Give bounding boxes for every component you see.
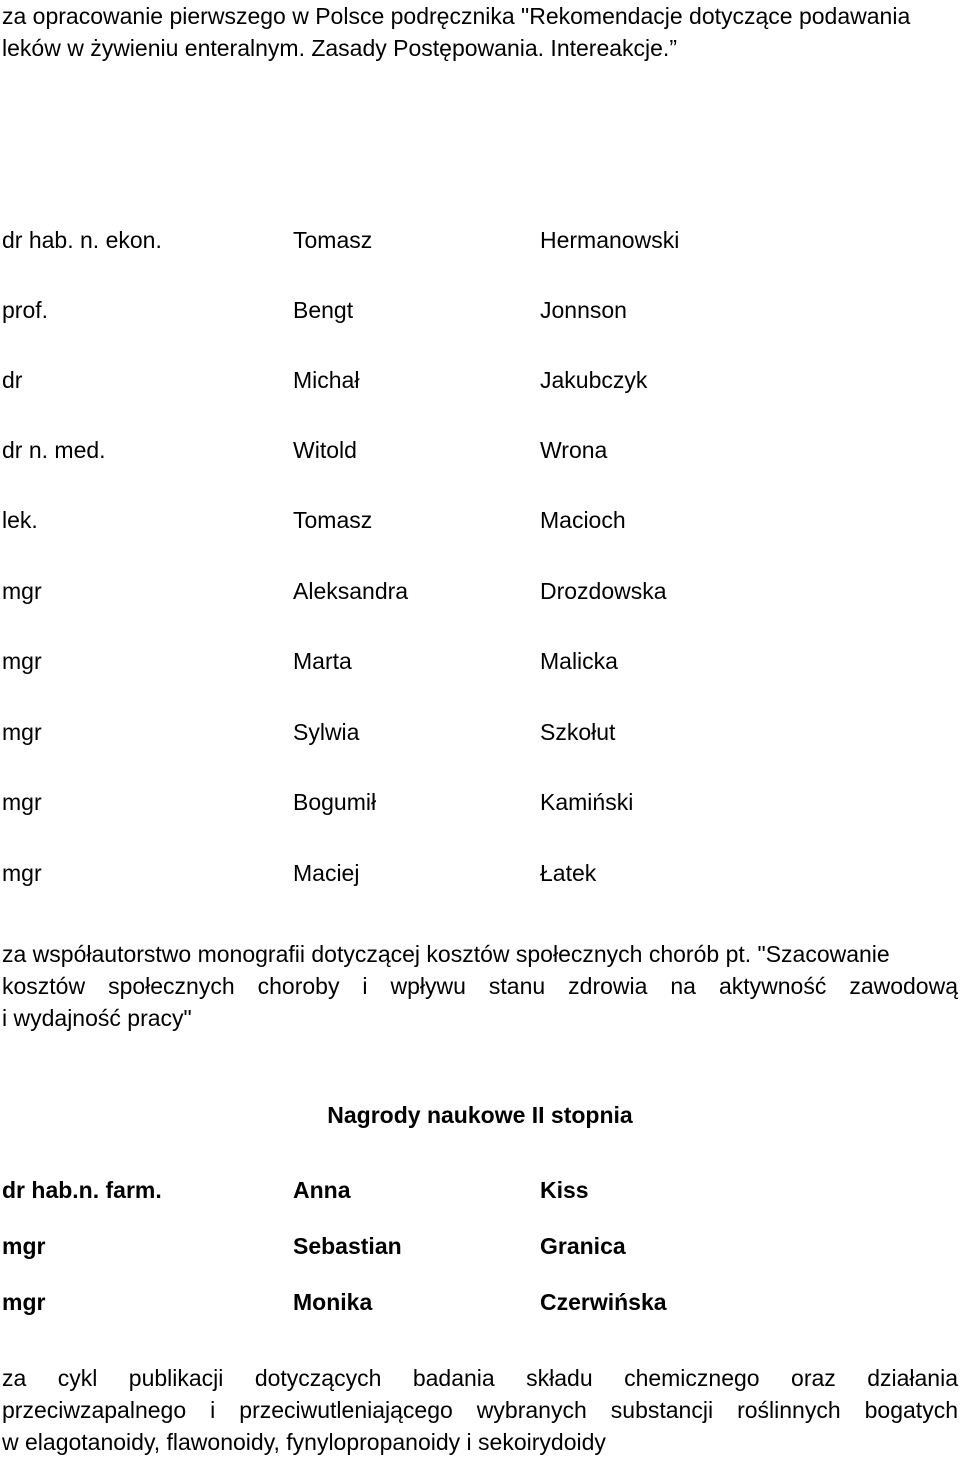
- academic-title: mgr: [2, 789, 42, 815]
- first-name: Marta: [293, 648, 352, 674]
- first-name: Anna: [293, 1177, 351, 1203]
- first-name: Tomasz: [293, 507, 373, 533]
- table-row: [2, 785, 958, 819]
- citation-2-line-3: w elagotanoidy, flawonoidy, fynylopropanoidy i sekoirydoidy: [2, 1429, 606, 1455]
- last-name: Kiss: [540, 1177, 589, 1203]
- academic-title: dr hab. n. ekon.: [2, 227, 162, 253]
- table-row: [2, 433, 958, 467]
- last-name: Jakubczyk: [540, 367, 648, 393]
- last-name: Granica: [540, 1233, 626, 1259]
- first-name: Sylwia: [293, 719, 360, 745]
- first-name: Sebastian: [293, 1233, 402, 1259]
- table-row: [2, 1173, 958, 1207]
- award-heading: Nagrody naukowe II stopnia: [327, 1102, 633, 1128]
- academic-title: lek.: [2, 507, 38, 533]
- academic-title: mgr: [2, 719, 42, 745]
- first-name: Michał: [293, 367, 360, 393]
- last-name: Kamiński: [540, 789, 634, 815]
- academic-title: prof.: [2, 297, 49, 323]
- table-row: [2, 293, 958, 327]
- first-name: Witold: [293, 437, 357, 463]
- first-name: Monika: [293, 1289, 373, 1315]
- citation-1-line-1: za współautorstwo monografii dotyczącej kosztów społecznych chorób pt. "Szacowanie: [2, 941, 890, 967]
- academic-title: dr n. med.: [2, 437, 106, 463]
- first-name: Tomasz: [293, 227, 373, 253]
- intro-line-1: za opracowanie pierwszego w Polsce podręcznika "Rekomendacje dotyczące podawania: [2, 3, 911, 29]
- table-row: [2, 644, 958, 678]
- academic-title: dr: [2, 367, 23, 393]
- academic-title: dr hab.n. farm.: [2, 1177, 162, 1203]
- last-name: Łatek: [540, 860, 597, 886]
- citation-2-line-2: przeciwzapalnego i przeciwutleniającego wybranych substancji roślinnych bogatych: [2, 1397, 958, 1423]
- intro-line-2: leków w żywieniu enteralnym. Zasady Postępowania. Intereakcje.”: [2, 35, 677, 61]
- table-row: [2, 856, 958, 890]
- last-name: Malicka: [540, 648, 618, 674]
- table-row: [2, 1229, 958, 1263]
- table-row: [2, 223, 958, 257]
- first-name: Aleksandra: [293, 578, 409, 604]
- academic-title: mgr: [2, 1289, 46, 1315]
- citation-1-line-2: kosztów społecznych choroby i wpływu stanu zdrowia na aktywność zawodową: [2, 973, 958, 999]
- first-name: Maciej: [293, 860, 360, 886]
- last-name: Drozdowska: [540, 578, 667, 604]
- last-name: Jonnson: [540, 297, 627, 323]
- last-name: Wrona: [540, 437, 608, 463]
- citation-paragraph-1: [2, 938, 958, 1034]
- academic-title: mgr: [2, 860, 42, 886]
- academic-title: mgr: [2, 648, 42, 674]
- intro-paragraph: [2, 0, 958, 64]
- citation-1-line-3: i wydajność pracy": [2, 1005, 192, 1031]
- last-name: Szkołut: [540, 719, 616, 745]
- last-name: Hermanowski: [540, 227, 680, 253]
- first-name: Bogumił: [293, 789, 377, 815]
- academic-title: mgr: [2, 1233, 46, 1259]
- academic-title: mgr: [2, 578, 42, 604]
- table-row: [2, 715, 958, 749]
- table-row: [2, 363, 958, 397]
- first-name: Bengt: [293, 297, 354, 323]
- last-name: Macioch: [540, 507, 626, 533]
- table-row: [2, 1285, 958, 1319]
- last-name: Czerwińska: [540, 1289, 667, 1315]
- table-row: [2, 574, 958, 608]
- citation-paragraph-2: [2, 1362, 958, 1458]
- table-row: [2, 503, 958, 537]
- citation-2-line-1: za cykl publikacji dotyczących badania składu chemicznego oraz działania: [2, 1365, 958, 1391]
